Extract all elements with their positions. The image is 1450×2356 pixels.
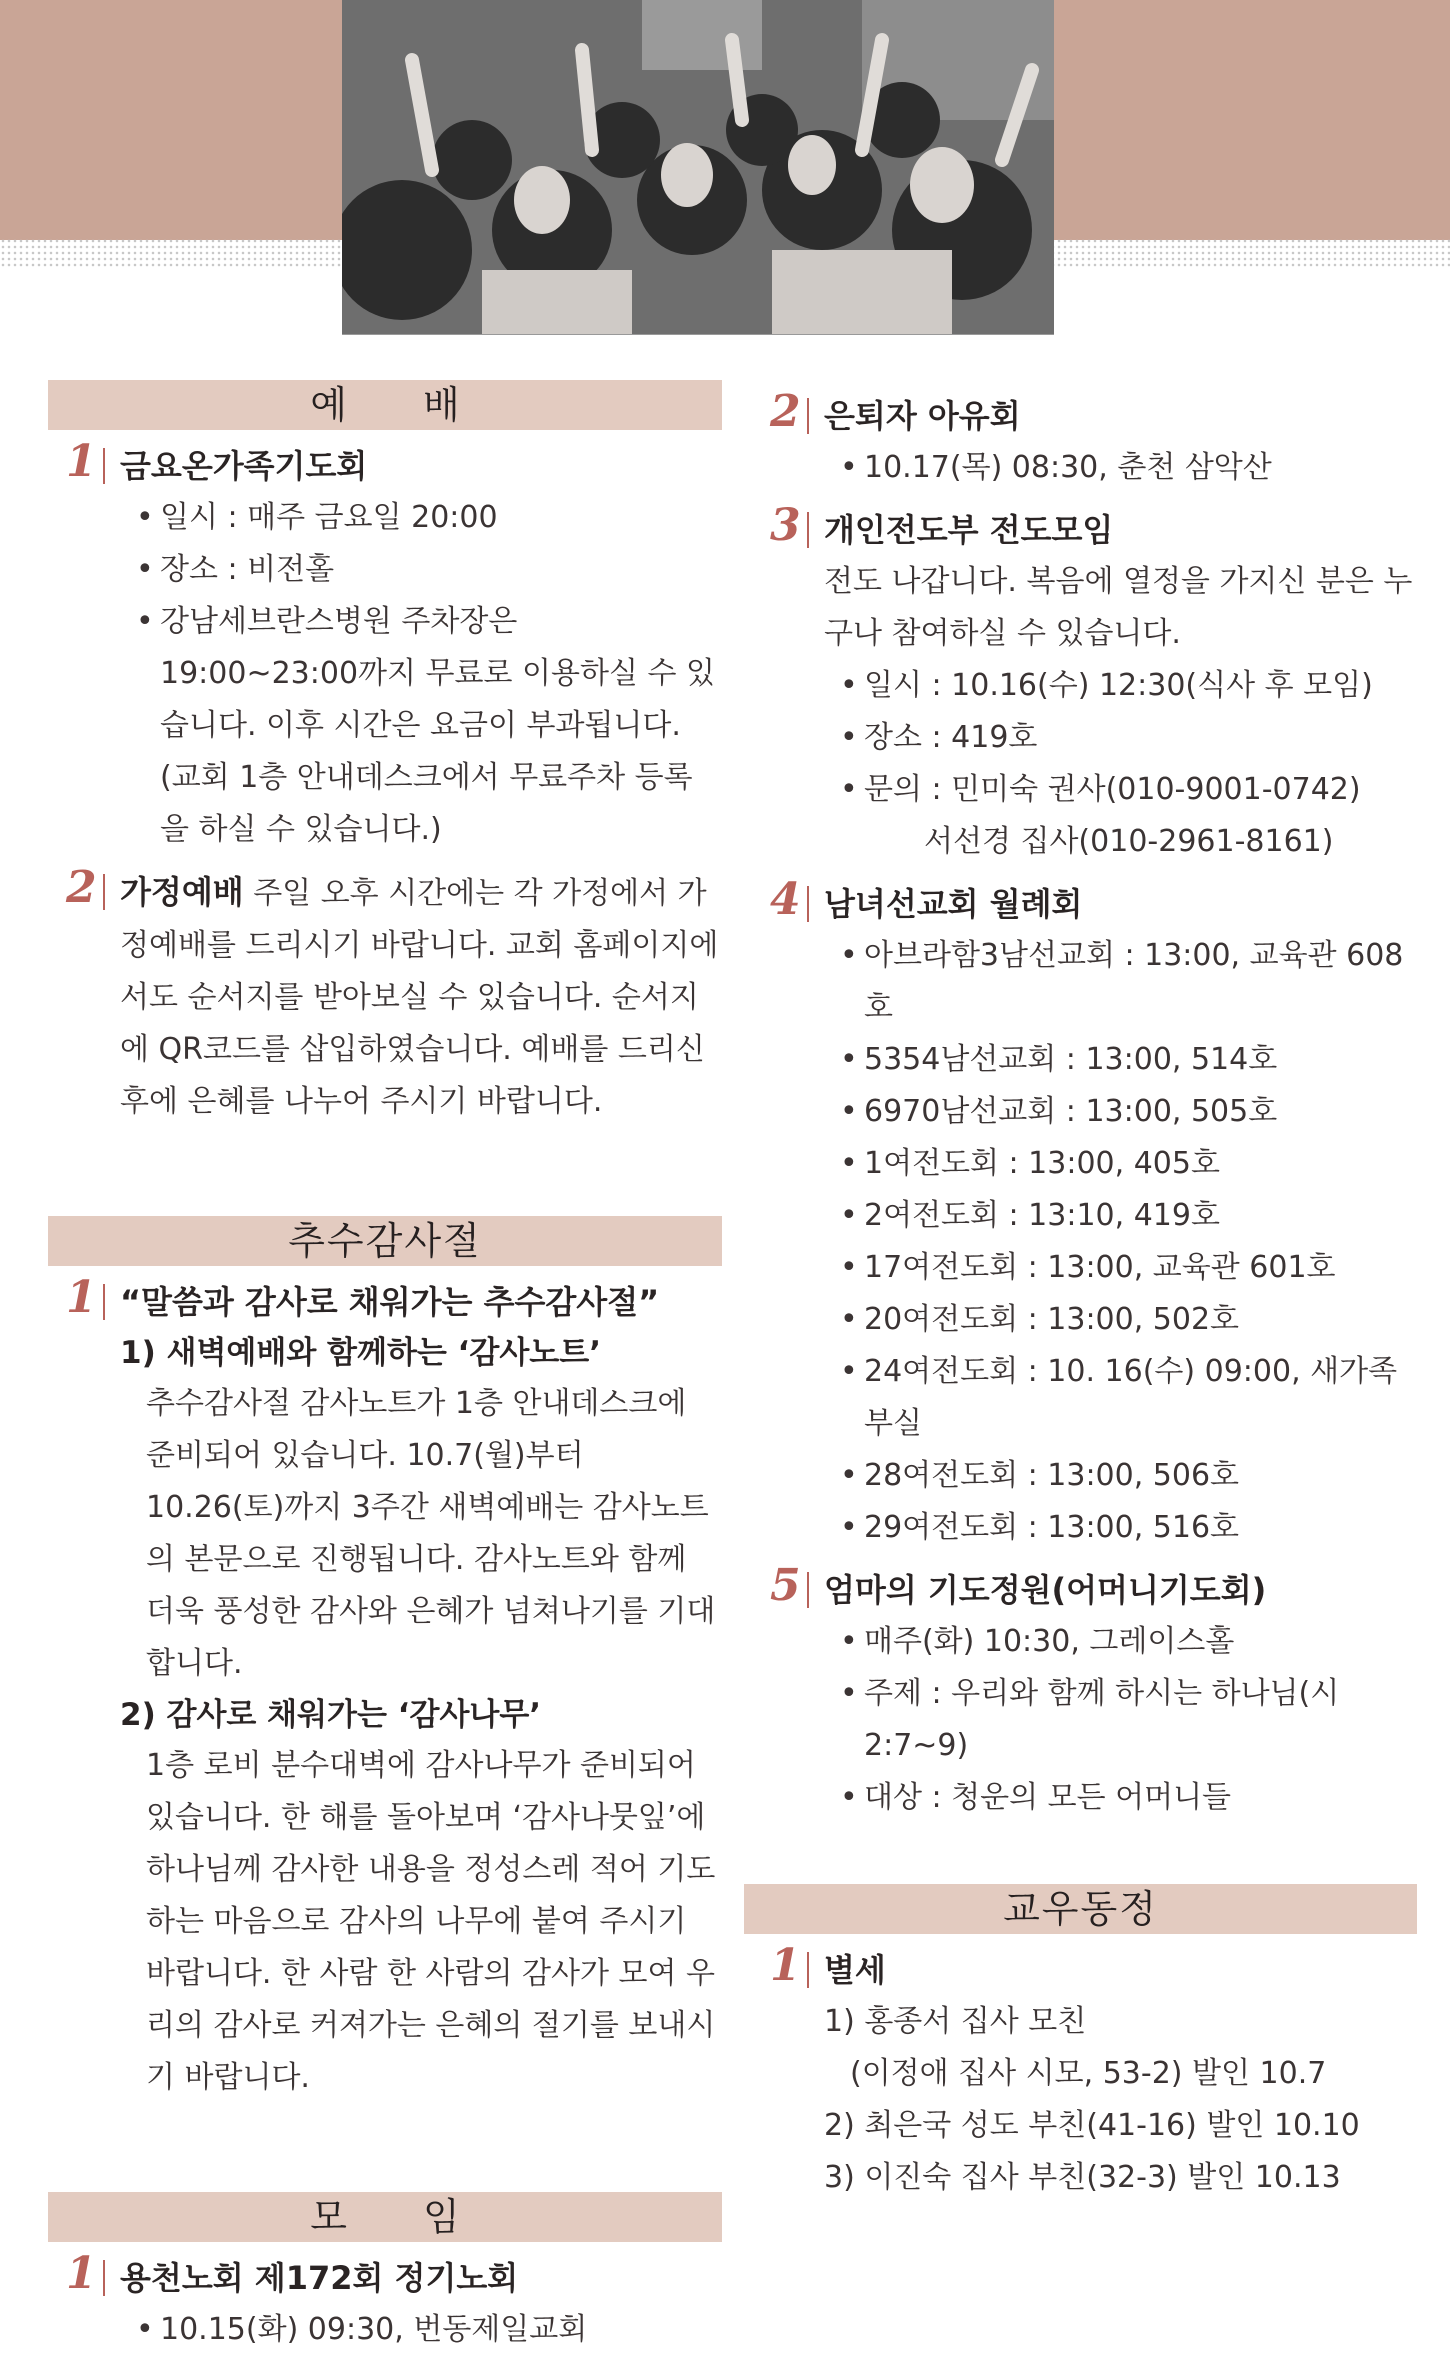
item-divider [807, 1572, 809, 1608]
worship-item-2 [48, 862, 722, 1128]
item-number: 1 [66, 1272, 97, 1323]
list-item: • 대상 : 청운의 모든 어머니들 [824, 1772, 1417, 1824]
item-title: 가정예배 [120, 873, 244, 911]
section-header-meeting: 모임 [48, 2192, 722, 2242]
sub-title: 2) 감사로 채워가는 ‘감사나무’ [120, 1697, 542, 1733]
worship-photo [342, 0, 1054, 335]
left-column [48, 380, 722, 2356]
list-item: (이정애 집사 시모, 53-2) 발인 10.7 [850, 2056, 1327, 2091]
item-divider [103, 874, 105, 910]
item-title: 금요온가족기도회 [120, 447, 368, 485]
meeting-item-1 [48, 2248, 722, 2356]
list-item: • 10.15(화) 09:30, 번동제일교회 [120, 2304, 722, 2356]
section-header-worship: 예배 [48, 380, 722, 430]
item-number: 4 [770, 874, 801, 925]
item-divider [807, 886, 809, 922]
list-item: • 강남세브란스병원 주차장은 19:00~23:00까지 무료로 이용하실 수 있습니다. 이후 시간은 요금이 부과됩니다. (교회 1층 안내데스크에서 무료주차 등록을 하실 수 있습니다.) [120, 596, 722, 856]
list-item: • 아브라함3남선교회 : 13:00, 교육관 608호 [824, 930, 1417, 1034]
item-number: 1 [66, 436, 97, 487]
contact-line: 서선경 집사(010-2961-8161) [924, 824, 1334, 859]
list-item: • 문의 : 민미숙 권사(010-9001-0742) [824, 764, 1417, 816]
list-item: • 24여전도회 : 10. 16(수) 09:00, 새가족부실 [824, 1346, 1417, 1450]
item-number: 2 [770, 386, 801, 437]
meeting-item-2 [752, 386, 1417, 494]
meeting-item-4 [752, 874, 1417, 1554]
list-item: • 10.17(목) 08:30, 춘천 삼악산 [824, 442, 1417, 494]
item-divider [807, 512, 809, 548]
section-header-news: 교우동정 [744, 1884, 1417, 1934]
thanksgiving-item-1 [48, 1272, 722, 2104]
list-item: • 29여전도회 : 13:00, 516호 [824, 1502, 1417, 1554]
item-divider [103, 2260, 105, 2296]
item-divider [807, 398, 809, 434]
list-item: • 장소 : 419호 [824, 712, 1417, 764]
photo-illustration [342, 0, 1054, 334]
worship-item-1 [48, 436, 722, 856]
news-item-1 [752, 1940, 1417, 2204]
item-divider [807, 1952, 809, 1988]
item-number: 2 [66, 862, 97, 913]
item-title: 은퇴자 아유회 [824, 397, 1021, 435]
section-header-thanksgiving: 추수감사절 [48, 1216, 722, 1266]
meeting-item-3 [752, 500, 1417, 868]
list-item: 3) 이진숙 집사 부친(32-3) 발인 10.13 [824, 2160, 1341, 2195]
item-title: 남녀선교회 월례회 [824, 885, 1083, 923]
item-divider [103, 1284, 105, 1320]
sub-text: 1층 로비 분수대벽에 감사나무가 준비되어 있습니다. 한 해를 돌아보며 ‘감사나뭇잎’에 하나님께 감사한 내용을 정성스레 적어 기도하는 마음으로 감사의 나무에 붙여 주시기 바랍니다. 한 사람 한 사람의 감사가 모여 우리의 감사로 커져가는 은혜의 절기를 보내시기 바랍니다. [146, 1748, 716, 2095]
item-title: “말씀과 감사로 채워가는 추수감사절” [120, 1283, 660, 1321]
item-title: 별세 [824, 1951, 886, 1989]
list-item: 2) 최은국 성도 부친(41-16) 발인 10.10 [824, 2108, 1360, 2143]
list-item: • 매주(화) 10:30, 그레이스홀 [824, 1616, 1417, 1668]
item-number: 5 [770, 1560, 801, 1611]
right-column [752, 386, 1417, 2204]
item-number: 3 [770, 500, 801, 551]
meeting-item-5 [752, 1560, 1417, 1824]
list-item: 1) 홍종서 집사 모친 [824, 2004, 1087, 2039]
list-item: • 6970남선교회 : 13:00, 505호 [824, 1086, 1417, 1138]
list-item: • 일시 : 10.16(수) 12:30(식사 후 모임) [824, 660, 1417, 712]
list-item: • 일시 : 매주 금요일 20:00 [120, 492, 722, 544]
list-item: • 17여전도회 : 13:00, 교육관 601호 [824, 1242, 1417, 1294]
list-item: • 28여전도회 : 13:00, 506호 [824, 1450, 1417, 1502]
sub-title: 1) 새벽예배와 함께하는 ‘감사노트’ [120, 1335, 601, 1371]
item-number: 1 [66, 2248, 97, 2299]
list-item: • 주제 : 우리와 함께 하시는 하나님(시 2:7~9) [824, 1668, 1417, 1772]
list-item: • 장소 : 비전홀 [120, 544, 722, 596]
item-number: 1 [770, 1940, 801, 1991]
item-text: 주일 오후 시간에는 각 가정에서 가정예배를 드리시기 바랍니다. 교회 홈페이지에서도 순서지를 받아보실 수 있습니다. 순서지에 QR코드를 삽입하였습니다. 예배를 드리신 후에 은혜를 나누어 주시기 바랍니다. [120, 876, 719, 1119]
list-item: • 2여전도회 : 13:10, 419호 [824, 1190, 1417, 1242]
item-divider [103, 448, 105, 484]
item-title: 용천노회 제172회 정기노회 [120, 2259, 519, 2297]
item-text: 전도 나갑니다. 복음에 열정을 가지신 분은 누구나 참여하실 수 있습니다. [824, 564, 1413, 651]
sub-text: 추수감사절 감사노트가 1층 안내데스크에 준비되어 있습니다. 10.7(월)부터 10.26(토)까지 3주간 새벽예배는 감사노트의 본문으로 진행됩니다. 감사노트와 함께 더욱 풍성한 감사와 은혜가 넘쳐나기를 기대합니다. [146, 1386, 716, 1681]
list-item: • 20여전도회 : 13:00, 502호 [824, 1294, 1417, 1346]
list-item: • 1여전도회 : 13:00, 405호 [824, 1138, 1417, 1190]
list-item: • 5354남선교회 : 13:00, 514호 [824, 1034, 1417, 1086]
item-title: 개인전도부 전도모임 [824, 511, 1114, 549]
item-title: 엄마의 기도정원(어머니기도회) [824, 1571, 1267, 1609]
